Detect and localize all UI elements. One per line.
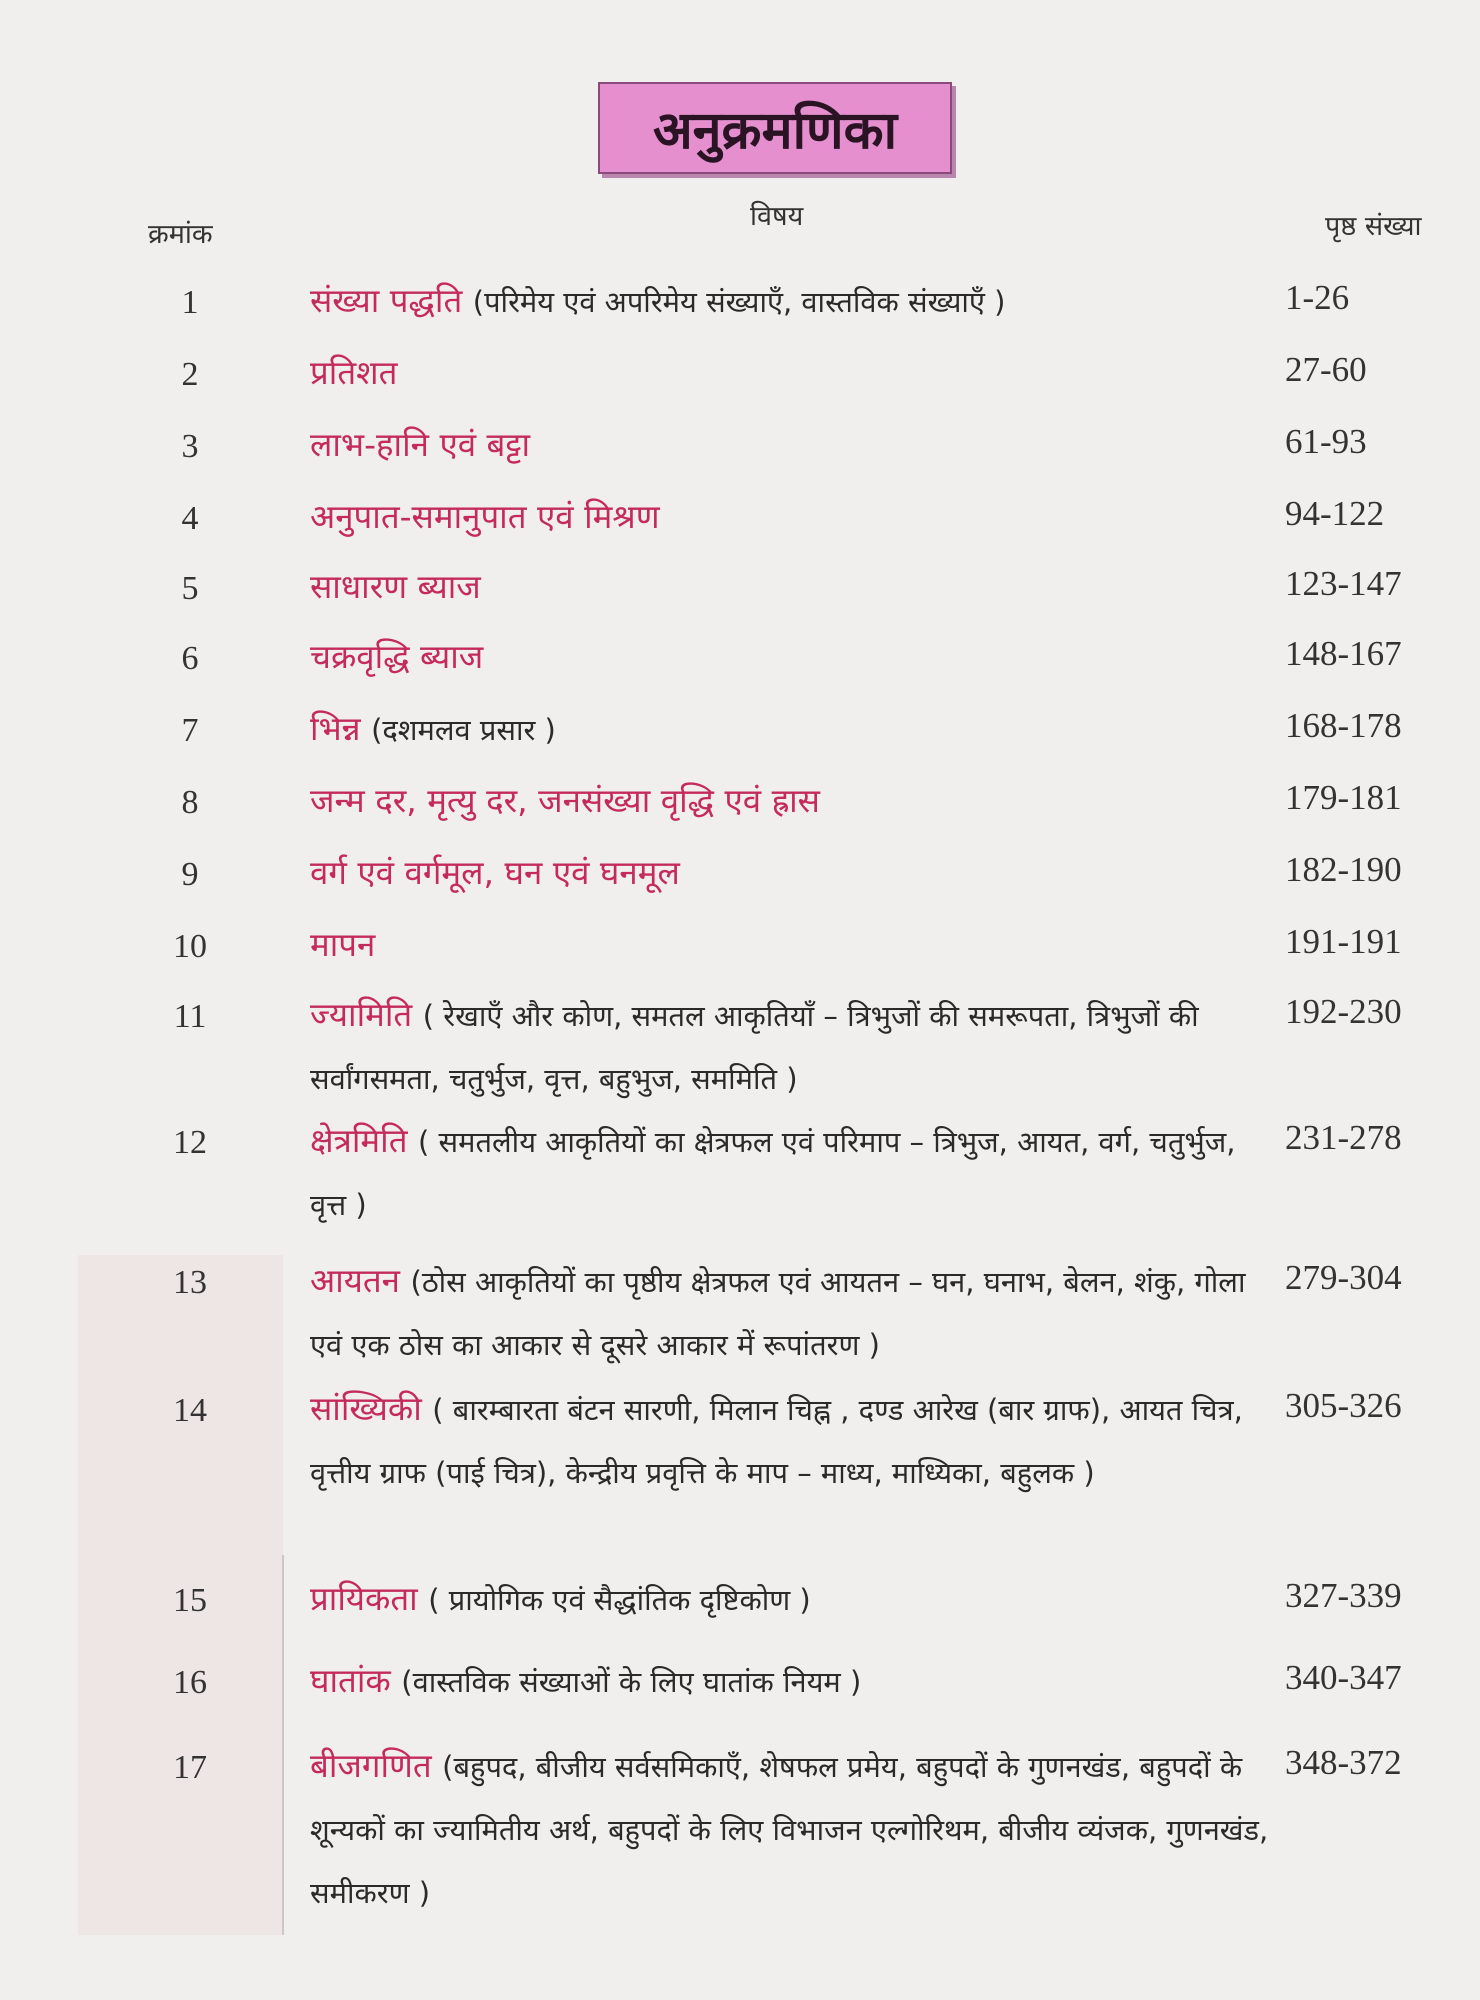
- toc-row-number: 17: [173, 1749, 207, 1786]
- toc-row-title: प्रायिकता: [310, 1579, 418, 1618]
- toc-row-title: बीजगणित: [310, 1746, 432, 1785]
- toc-row-detail: (परिमेय एवं अपरिमेय संख्याएँ, वास्तविक संख्याएँ ): [472, 285, 1006, 319]
- toc-row-title: घातांक: [310, 1661, 391, 1700]
- toc-row-pages: 168-178: [1285, 706, 1402, 745]
- toc-row-number: 12: [173, 1124, 207, 1161]
- header-serial: क्रमांक: [148, 219, 213, 250]
- toc-row-title: ज्यामिति: [310, 995, 413, 1034]
- toc-row-pages: 231-278: [1285, 1118, 1402, 1157]
- toc-row-title: संख्या पद्धति: [310, 281, 463, 320]
- toc-row-title: मापन: [310, 925, 376, 964]
- toc-row-pages: 182-190: [1285, 850, 1402, 889]
- toc-row-pages: 94-122: [1285, 494, 1385, 533]
- toc-row-subject: [310, 1250, 1270, 1376]
- toc-row-pages: 27-60: [1285, 350, 1367, 389]
- toc-row-number: 13: [173, 1264, 207, 1301]
- toc-row-subject: [310, 842, 1270, 904]
- toc-row-detail: ( प्रायोगिक एवं सैद्धांतिक दृष्टिकोण ): [428, 1583, 811, 1617]
- toc-row-subject: [310, 626, 1270, 688]
- toc-row-pages: 305-326: [1285, 1386, 1402, 1425]
- toc-row-number: 9: [181, 856, 199, 893]
- toc-row-detail: (वास्तविक संख्याओं के लिए घातांक नियम ): [401, 1665, 862, 1699]
- toc-row-title: आयतन: [310, 1261, 400, 1300]
- toc-row-pages: 279-304: [1285, 1258, 1402, 1297]
- toc-row-subject: [310, 486, 1270, 548]
- toc-row-number: 2: [181, 356, 199, 393]
- toc-row-pages: 61-93: [1285, 422, 1367, 461]
- toc-row-pages: 191-191: [1285, 922, 1402, 961]
- toc-row-number: 4: [181, 500, 199, 537]
- title-box: [598, 82, 952, 174]
- column-divider: [282, 1555, 284, 1935]
- toc-row-title: अनुपात-समानुपात एवं मिश्रण: [310, 497, 660, 536]
- toc-row-pages: 327-339: [1285, 1576, 1402, 1615]
- toc-row-number: 1: [181, 284, 199, 321]
- toc-row-subject: [310, 914, 1270, 976]
- toc-row-subject: [310, 556, 1270, 618]
- toc-row-detail: ( समतलीय आकृतियों का क्षेत्रफल एवं परिमाप – त्रिभुज, आयत, वर्ग, चतुर्भुज, वृत्त ): [310, 1125, 1236, 1222]
- toc-row-detail: ( बारम्बारता बंटन सारणी, मिलान चिह्न , दण्ड आरेख (बार ग्राफ), आयत चित्र, वृत्तीय ग्राफ (पाई चित्र), केन्द्रीय प्रवृत्ति के माप – माध्य, माध्यिका, बहुलक ): [310, 1393, 1243, 1490]
- toc-row-pages: 192-230: [1285, 992, 1402, 1031]
- toc-row-number: 7: [181, 712, 199, 749]
- toc-row-title: लाभ-हानि एवं बट्टा: [310, 425, 531, 464]
- toc-row-pages: 148-167: [1285, 634, 1402, 673]
- toc-row-subject: [310, 1110, 1270, 1236]
- toc-row-subject: [310, 1378, 1270, 1504]
- toc-row-detail: (दशमलव प्रसार ): [371, 713, 556, 747]
- toc-row-title: वर्ग एवं वर्गमूल, घन एवं घनमूल: [310, 853, 680, 892]
- toc-row-detail: (ठोस आकृतियों का पृष्ठीय क्षेत्रफल एवं आयतन – घन, घनाभ, बेलन, शंकु, गोला एवं एक ठोस का आकार से दूसरे आकार में रूपांतरण ): [310, 1265, 1246, 1362]
- toc-row-pages: 123-147: [1285, 564, 1402, 603]
- toc-row-subject: [310, 984, 1270, 1110]
- toc-row-title: भिन्न: [310, 709, 361, 748]
- toc-row-subject: [310, 770, 1270, 832]
- toc-row-title: चक्रवृद्धि ब्याज: [310, 637, 484, 676]
- toc-row-subject: [310, 698, 1270, 761]
- toc-row-number: 8: [181, 784, 199, 821]
- toc-row-number: 10: [173, 928, 207, 965]
- toc-row-number: 11: [173, 998, 207, 1035]
- toc-row-number: 16: [173, 1664, 207, 1701]
- header-pages: पृष्ठ संख्या: [1325, 211, 1422, 242]
- toc-row-subject: [310, 1568, 1270, 1631]
- header-subject: विषय: [750, 201, 804, 232]
- toc-row-pages: 179-181: [1285, 778, 1402, 817]
- toc-row-subject: [310, 414, 1270, 476]
- toc-row-title: क्षेत्रमिति: [310, 1121, 408, 1160]
- toc-row-detail: (बहुपद, बीजीय सर्वसमिकाएँ, शेषफल प्रमेय, बहुपदों के गुणनखंड, बहुपदों के शून्यकों का ज्यामितीय अर्थ, बहुपदों के लिए विभाजन एल्गोरिथम, बीजीय व्यंजक, गुणनखंड, समीकरण ): [310, 1750, 1269, 1910]
- toc-row-pages: 348-372: [1285, 1743, 1402, 1782]
- toc-row-subject: [310, 342, 1270, 404]
- toc-row-title: साधारण ब्याज: [310, 567, 481, 606]
- toc-row-number: 6: [181, 640, 199, 677]
- toc-row-detail: ( रेखाएँ और कोण, समतल आकृतियाँ – त्रिभुजों की समरूपता, त्रिभुजों की सर्वांगसमता, चतुर्भुज, वृत्त, बहुभुज, सममिति ): [310, 999, 1199, 1096]
- toc-row-title: जन्म दर, मृत्यु दर, जनसंख्या वृद्धि एवं ह्रास: [310, 781, 820, 820]
- toc-row-title: प्रतिशत: [310, 353, 398, 392]
- toc-row-number: 15: [173, 1582, 207, 1619]
- toc-row-pages: 340-347: [1285, 1658, 1402, 1697]
- toc-row-subject: [310, 1735, 1270, 1924]
- toc-row-subject: [310, 270, 1270, 333]
- toc-row-pages: 1-26: [1285, 278, 1350, 317]
- toc-row-subject: [310, 1650, 1270, 1713]
- toc-row-number: 3: [181, 428, 199, 465]
- toc-row-number: 5: [181, 570, 199, 607]
- toc-row-title: सांख्यिकी: [310, 1389, 422, 1428]
- page-title: अनुक्रमणिका: [652, 100, 898, 161]
- toc-row-number: 14: [173, 1392, 207, 1429]
